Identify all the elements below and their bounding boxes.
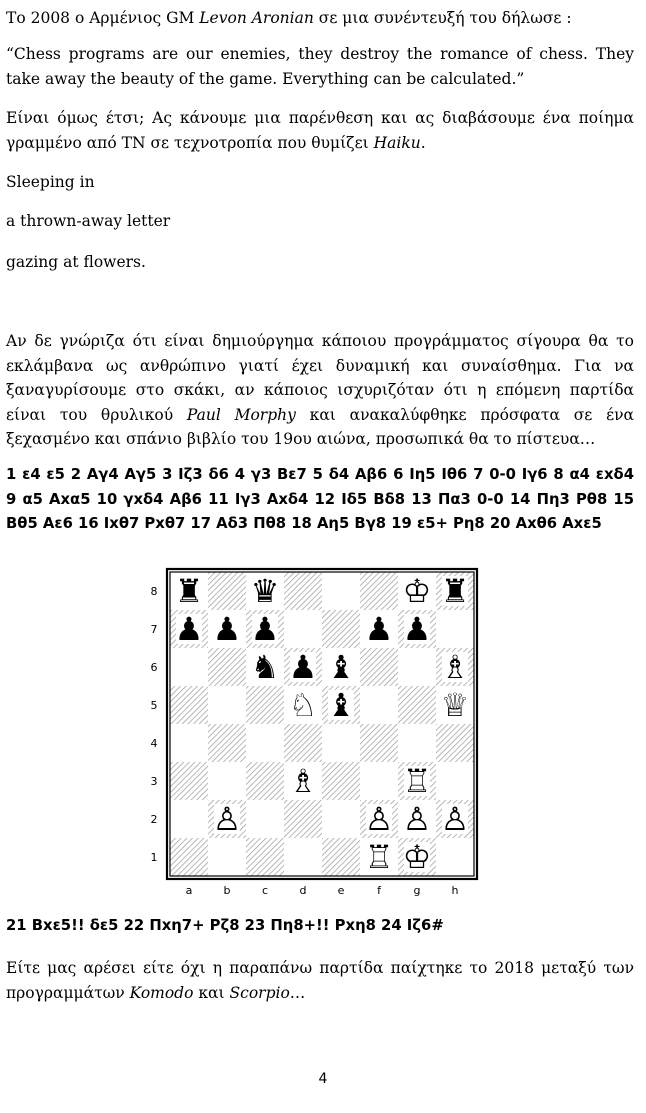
- file-label-d: d: [299, 884, 307, 897]
- square-b4: [208, 724, 246, 762]
- square-g4: [398, 724, 436, 762]
- chess-board-svg: [140, 562, 480, 902]
- aronian-quote: “Chess programs are our enemies, they destroy the romance of chess. They take away the beauty of the game. Everything can be calculated.”: [6, 45, 634, 88]
- chess-piece-h8: ♜: [440, 572, 470, 610]
- chess-piece-f7: ♟: [364, 610, 394, 648]
- rank-label-7: 7: [150, 623, 158, 636]
- square-a1: [170, 838, 208, 876]
- page-number: 4: [318, 1071, 328, 1087]
- square-f6: [360, 648, 398, 686]
- square-e1: [322, 838, 360, 876]
- intro-text: Το 2008 ο Αρμένιος GM: [6, 9, 200, 27]
- chess-piece-h6: ♗: [440, 648, 470, 686]
- intro-paragraph: [6, 6, 634, 31]
- square-c2: [246, 800, 284, 838]
- square-b5: [208, 686, 246, 724]
- chess-piece-g3: ♖: [402, 762, 432, 800]
- square-e4: [322, 724, 360, 762]
- chess-piece-a8: ♜: [174, 572, 204, 610]
- chess-piece-d3: ♗: [288, 762, 318, 800]
- rank-label-3: 3: [150, 775, 158, 788]
- square-b6: [208, 648, 246, 686]
- chess-piece-b7: ♟: [212, 610, 242, 648]
- rank-label-6: 6: [150, 661, 158, 674]
- file-label-b: b: [223, 884, 231, 897]
- square-g5: [398, 686, 436, 724]
- rank-label-5: 5: [150, 699, 158, 712]
- square-f8: [360, 572, 398, 610]
- haiku-intro-end: .: [420, 133, 426, 152]
- conclusion-paragraph: [6, 956, 634, 1005]
- chess-piece-g1: ♔: [402, 838, 432, 876]
- square-a2: [170, 800, 208, 838]
- rank-label-8: 8: [150, 585, 158, 598]
- square-c3: [246, 762, 284, 800]
- square-c4: [246, 724, 284, 762]
- haiku-intro-paragraph: [6, 106, 634, 155]
- square-f5: [360, 686, 398, 724]
- square-d2: [284, 800, 322, 838]
- square-h3: [436, 762, 474, 800]
- scorpio-name: Scorpio: [229, 983, 290, 1002]
- chess-diagram: [140, 562, 480, 902]
- square-e3: [322, 762, 360, 800]
- square-h4: [436, 724, 474, 762]
- square-e8: [322, 572, 360, 610]
- file-label-e: e: [337, 884, 345, 897]
- file-label-c: c: [261, 884, 269, 897]
- square-d4: [284, 724, 322, 762]
- square-a4: [170, 724, 208, 762]
- chess-piece-e5: ♝: [326, 686, 356, 724]
- square-d1: [284, 838, 322, 876]
- chess-piece-g7: ♟: [402, 610, 432, 648]
- chess-piece-h5: ♕: [440, 686, 470, 724]
- morphy-name: Paul Morphy: [186, 405, 296, 424]
- conclusion-text: Είτε μας αρέσει είτε όχι η παραπάνω παρτίδα παίχτηκε το 2018 μεταξύ των προγραμμάτων: [6, 959, 634, 1002]
- square-f4: [360, 724, 398, 762]
- square-b8: [208, 572, 246, 610]
- game-moves-21-24: 21 Βxε5!! δε5 22 Πxη7+ Ρζ8 23 Πη8+!! Ρxη8 24 Ιζ6#: [6, 917, 444, 934]
- chess-piece-e6: ♝: [326, 648, 356, 686]
- square-h7: [436, 610, 474, 648]
- square-b3: [208, 762, 246, 800]
- chess-piece-c6: ♞: [250, 648, 280, 686]
- rank-label-2: 2: [150, 813, 158, 826]
- morphy-paragraph: [6, 329, 634, 452]
- chess-piece-a7: ♟: [174, 610, 204, 648]
- rank-label-4: 4: [150, 737, 158, 750]
- chess-piece-h2: ♙: [440, 800, 470, 838]
- haiku-word: Haiku: [373, 133, 421, 152]
- intro-text-end: σε μια συνέντευξή του δήλωσε :: [313, 9, 572, 27]
- square-d8: [284, 572, 322, 610]
- chess-piece-d6: ♟: [288, 648, 318, 686]
- square-c5: [246, 686, 284, 724]
- morphy-text: Αν δε γνώριζα ότι είναι δημιούργημα κάποιου προγράμματος σίγουρα θα το εκλάμβανα ως ανθρώπινο γιατί έχει δυναμική και συναίσθημα. Για να ξαναγυρίσουμε στο σκάκι, αν κάποιος ισχυριζόταν ότι η επόμενη παρτίδα είναι του θρυλικού: [6, 332, 634, 424]
- chess-piece-d5: ♘: [288, 686, 318, 724]
- square-e7: [322, 610, 360, 648]
- haiku-intro-text: Είναι όμως έτσι; Ας κάνουμε μια παρένθεση και ας διαβάσουμε ένα ποίημα γραμμένο από ΤΝ σε τεχνοτροπία που θυμίζει: [6, 109, 634, 152]
- square-a6: [170, 648, 208, 686]
- square-d7: [284, 610, 322, 648]
- chess-piece-b2: ♙: [212, 800, 242, 838]
- morphy-text-end: και ανακαλύφθηκε πρόσφατα σε ένα ξεχασμένο και σπάνιο βιβλίο του 19ου αιώνα, προσωπικά θα το πίστευα…: [6, 405, 634, 448]
- chess-piece-c7: ♟: [250, 610, 280, 648]
- conclusion-end: …: [289, 983, 306, 1002]
- conclusion-and: και: [193, 983, 230, 1002]
- chess-piece-c8: ♛: [250, 572, 280, 610]
- square-g6: [398, 648, 436, 686]
- poem-line-3: gazing at flowers.: [6, 253, 146, 271]
- file-label-a: a: [185, 884, 193, 897]
- aronian-name: Levon Aronian: [199, 9, 314, 27]
- file-label-h: h: [451, 884, 459, 897]
- poem-line-1: Sleeping in: [6, 173, 95, 191]
- square-a3: [170, 762, 208, 800]
- file-label-f: f: [377, 884, 381, 897]
- chess-piece-g8: ♔: [402, 572, 432, 610]
- file-label-g: g: [413, 884, 421, 897]
- rank-label-1: 1: [150, 851, 158, 864]
- poem-line-2: a thrown-away letter: [6, 212, 171, 230]
- chess-piece-g2: ♙: [402, 800, 432, 838]
- square-h1: [436, 838, 474, 876]
- square-b1: [208, 838, 246, 876]
- game-moves-1-20: 1 ε4 ε5 2 Αγ4 Αγ5 3 Ιζ3 δ6 4 γ3 Βε7 5 δ4 Αβ6 6 Ιη5 Ιθ6 7 0-0 Ιγ6 8 α4 εxδ4 9 α5 Αxα5 10 γxδ4 Αβ6 11 Ιγ3 Αxδ4 12 Ιδ5 Βδ8 13 Πα3 0-0 14 Πη3 Ρθ8 15 Βθ5 Αε6 16 Ιxθ7 Ρxθ7 17 Αδ3 Πθ8 18 Αη5 Βγ8 19 ε5+ Ρη8 20 Αxθ6 Αxε5: [6, 466, 634, 532]
- square-c1: [246, 838, 284, 876]
- chess-piece-f1: ♖: [364, 838, 394, 876]
- square-f3: [360, 762, 398, 800]
- square-e2: [322, 800, 360, 838]
- square-a5: [170, 686, 208, 724]
- komodo-name: Komodo: [129, 983, 194, 1002]
- chess-piece-f2: ♙: [364, 800, 394, 838]
